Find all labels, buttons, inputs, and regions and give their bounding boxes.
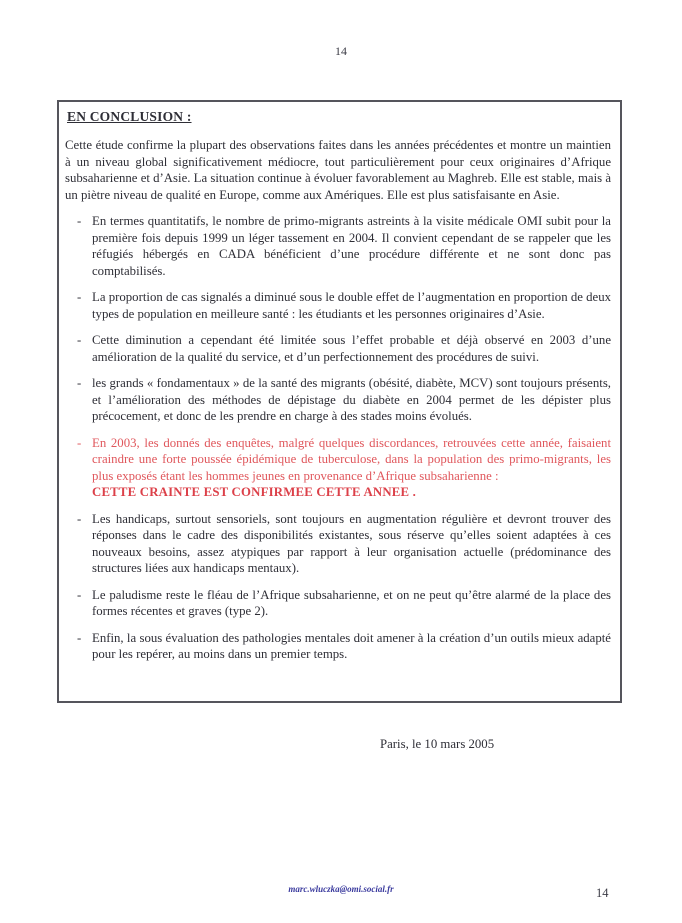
bottom-page-number: 14 [596, 886, 609, 900]
conclusion-bullet [65, 213, 611, 279]
bullet-dash: - [77, 587, 82, 602]
footer-email-link[interactable]: marc.wluczka@omi.social.fr [288, 884, 394, 894]
date-line: Paris, le 10 mars 2005 [380, 737, 495, 751]
conclusion-bullet [65, 435, 611, 501]
bullet-emphasis: CETTE CRAINTE EST CONFIRMEE CETTE ANNEE . [92, 485, 417, 499]
bullet-dash: - [77, 630, 82, 645]
bullet-text: En termes quantitatifs, le nombre de primo-migrants astreints à la visite médicale OMI subit pour la première fois depuis 1999 un léger tassement en 2004. Il convient cependant de se rappeler que les réfugiés hébergés en CADA bénéficient d’une procédure différente et ne sont donc pas comptabilisés. [92, 214, 611, 278]
bullet-text: Le paludisme reste le fléau de l’Afrique subsaharienne, et on ne peut qu’être alarmé de la place des formes récentes et graves (type 2). [92, 587, 611, 618]
conclusion-bullet [65, 630, 611, 663]
bullet-dash: - [77, 290, 82, 304]
bullet-text: La proportion de cas signalés a diminué sous le double effet de l’augmentation en proportion de deux types de population en meilleure santé : les étudiants et les personnes originaires d’Asie. [92, 290, 611, 321]
conclusion-box [57, 100, 622, 703]
bullet-text: Enfin, la sous évaluation des pathologies mentales doit amener à la création d’un outils mieux adapté pour les repérer, au moins dans un premier temps. [92, 630, 611, 661]
bullet-dash: - [77, 214, 82, 228]
conclusion-bullet [65, 511, 611, 577]
bullet-text: Cette diminution a cependant été limitée sous l’effet probable et déjà observé en 2003 d’une amélioration de la qualité du service, et d’un perfectionnement des procédures de suivi. [92, 333, 611, 364]
bullet-dash: - [77, 511, 82, 526]
conclusion-bullet-list [65, 213, 611, 663]
conclusion-intro-paragraph: Cette étude confirme la plupart des observations faites dans les années précédentes et montre un maintien à un niveau global significativement médiocre, tout particulièrement pour ceux originaires d’Afrique subsaharienne et d’Asie. La situation continue à évoluer favorablement au Maghreb. Elle est stable, mais à un piètre niveau de qualité en Europe, comme aux Amériques. Elle est plus satisfaisante en Asie. [65, 138, 611, 202]
conclusion-bullet [65, 289, 611, 322]
top-page-number: 14 [335, 44, 347, 58]
bullet-text: les grands « fondamentaux » de la santé des migrants (obésité, diabète, MCV) sont toujours présents, et l’amélioration des méthodes de dépistage du diabète en 2004 permet de les dépister plus précocement, et donc de les prendre en charge à des stades moins évolués. [92, 376, 611, 423]
bullet-dash: - [77, 376, 82, 390]
conclusion-bullet [65, 332, 611, 365]
conclusion-heading: EN CONCLUSION : [67, 109, 192, 124]
bullet-dash: - [77, 333, 82, 347]
conclusion-bullet [65, 375, 611, 425]
bullet-text: Les handicaps, surtout sensoriels, sont toujours en augmentation régulière et devront trouver des réponses dans le cadre des disponibilités existantes, sous réserve qu’elles soient adaptées à ces nouveaux besoins, assez atypiques par rapport à leur organisation actuelle (prédominance des structures liées aux handicaps mentaux). [92, 511, 611, 575]
bullet-dash: - [77, 435, 82, 450]
bullet-text: En 2003, les donnés des enquêtes, malgré quelques discordances, retrouvées cette année, faisaient craindre une forte poussée épidémique de tuberculose, dans la population des primo-migrants, les plus exposés étant les hommes jeunes en provenance d’Afrique subsaharienne : CETTE CRAINTE EST CONFIRMEE CETTE ANNEE . [92, 435, 611, 499]
conclusion-bullet [65, 587, 611, 620]
